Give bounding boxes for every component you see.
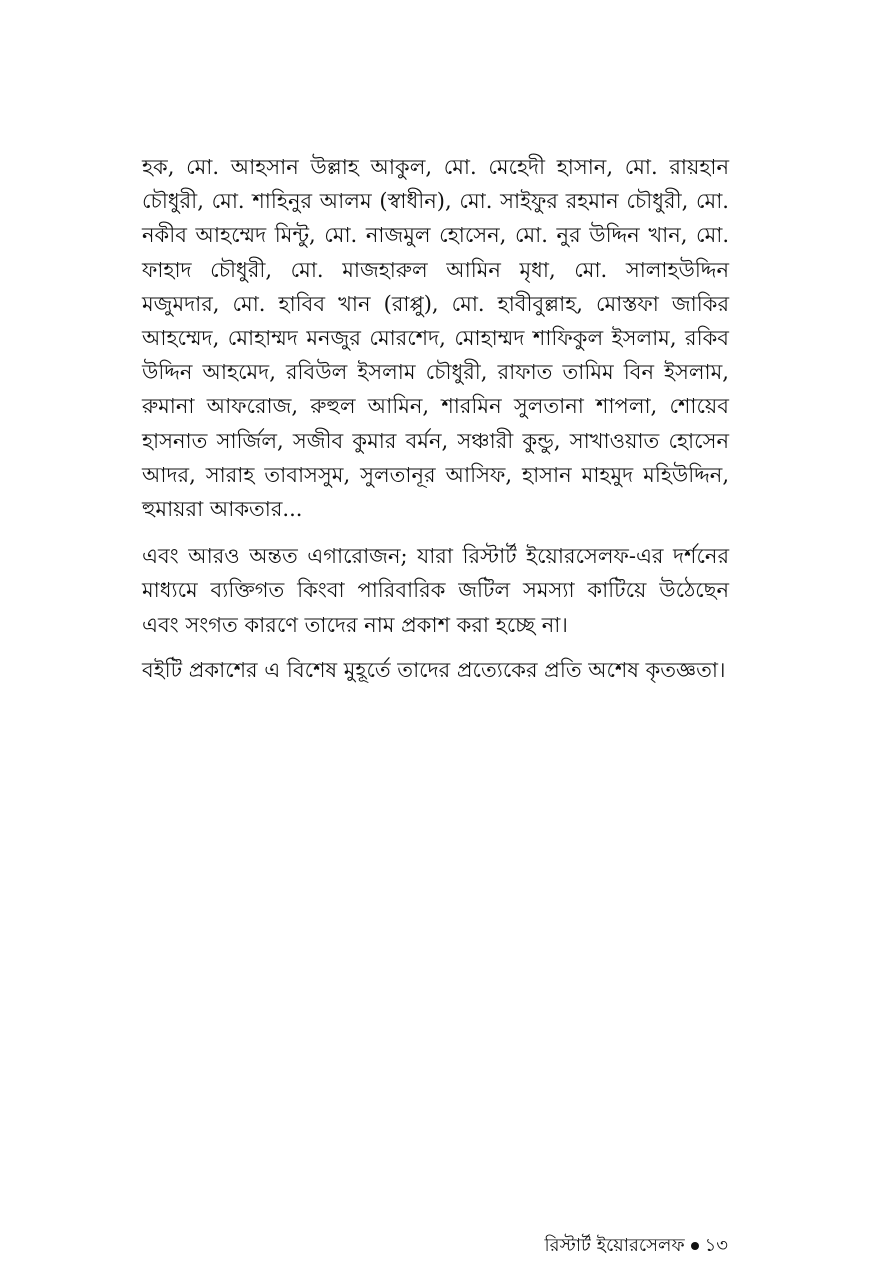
bullet-separator-icon xyxy=(691,1242,699,1250)
page-number: ১৩ xyxy=(704,1235,728,1256)
page-body xyxy=(142,150,729,700)
gratitude-paragraph: বইটি প্রকাশের এ বিশেষ মুহূর্তে তাদের প্রত্যেকের প্রতি অশেষ কৃতজ্ঞতা। xyxy=(142,657,726,682)
acknowledgement-names-paragraph: হক, মো. আহসান উল্লাহ আকুল, মো. মেহেদী হাসান, মো. রায়হান চৌধুরী, মো. শাহিনুর আলম (স্বাধীন), মো. সাইফুর রহমান চৌধুরী, মো. নকীব আহম্মেদ মিন্টু, মো. নাজমুল হোসেন, মো. নুর উদ্দিন খান, মো. ফাহাদ চৌধুরী, মো. মাজহারুল আমিন মৃধা, মো. সালাহউদ্দিন মজুমদার, মো. হাবিব খান (রাপ্পু), মো. হাবীবুল্লাহ, মোস্তফা জাকির আহম্মেদ, মোহাম্মদ মনজুর মোরশেদ, মোহাম্মদ শাফিকুল ইসলাম, রকিব উদ্দিন আহমেদ, রবিউল ইসলাম চৌধুরী, রাফাত তামিম বিন ইসলাম, রুমানা আফরোজ, রুহুল আমিন, শারমিন সুলতানা শাপলা, শোয়েব হাসনাত সার্জিল, সজীব কুমার বর্মন, সঞ্চারী কুন্ডু, সাখাওয়াত হোসেন আদর, সারাহ তাবাসসুম, সুলতানূর আসিফ, হাসান মাহমুদ মহিউদ্দিন, হুমায়রা আকতার... xyxy=(142,155,729,522)
additional-people-paragraph: এবং আরও অন্তত এগারোজন; যারা রিস্টার্ট ইয়োরসেলফ-এর দর্শনের মাধ্যমে ব্যক্তিগত কিংবা পারিবারিক জটিল সমস্যা কাটিয়ে উঠেছেন এবং সংগত কারণে তাদের নাম প্রকাশ করা হচ্ছে না। xyxy=(142,544,729,637)
running-footer xyxy=(544,1232,728,1260)
footer-book-title: রিস্টার্ট ইয়োরসেলফ xyxy=(544,1235,685,1256)
